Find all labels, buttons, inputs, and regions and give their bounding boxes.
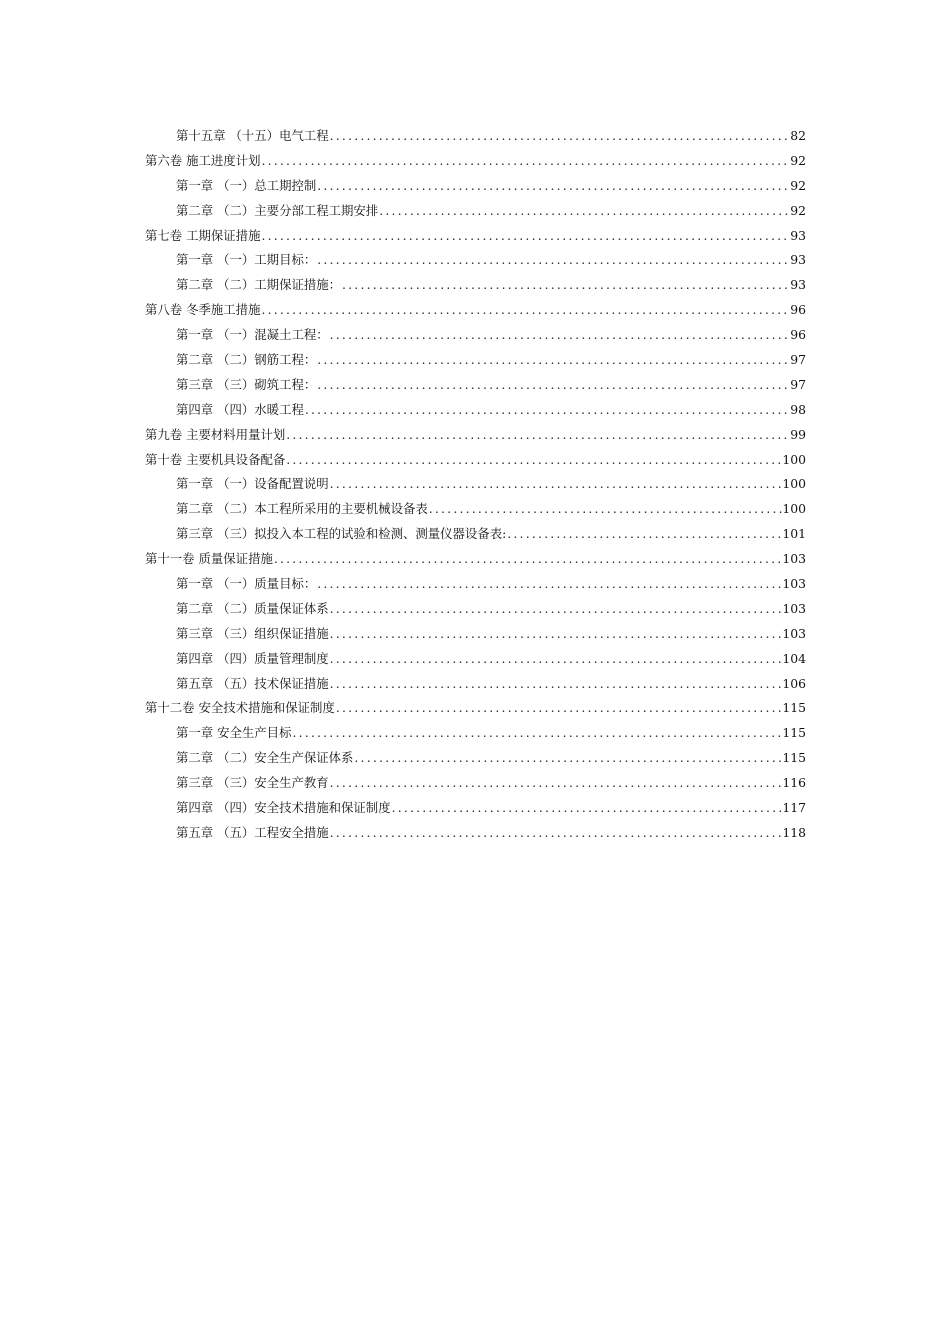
toc-dot-leader xyxy=(285,448,782,473)
toc-volume-entry[interactable] xyxy=(145,547,806,572)
toc-dot-leader xyxy=(329,672,783,697)
toc-chapter-entry[interactable] xyxy=(145,572,806,597)
toc-dot-leader xyxy=(329,771,783,796)
toc-page-number: 103 xyxy=(782,625,806,641)
toc-dot-leader xyxy=(291,721,782,746)
toc-chapter-entry[interactable] xyxy=(145,771,806,796)
toc-page-number: 100 xyxy=(782,501,806,517)
toc-entry-title: 第一章 （一）设备配置说明 xyxy=(176,476,329,492)
toc-page-number: 103 xyxy=(782,600,806,616)
toc-chapter-entry[interactable] xyxy=(145,348,806,373)
toc-dot-leader xyxy=(316,373,790,398)
toc-dot-leader xyxy=(304,398,790,423)
toc-volume-entry[interactable] xyxy=(145,448,806,473)
toc-volume-entry[interactable] xyxy=(145,423,806,448)
toc-chapter-entry[interactable] xyxy=(145,821,806,846)
toc-page-number: 82 xyxy=(790,128,806,143)
toc-entry-title: 第十一卷 质量保证措施 xyxy=(145,551,273,567)
toc-volume-entry[interactable] xyxy=(145,696,806,721)
toc-dot-leader xyxy=(428,497,783,522)
toc-entry-title: 第二章 （二）本工程所采用的主要机械设备表 xyxy=(176,501,428,517)
toc-dot-leader xyxy=(506,522,782,547)
toc-page-number: 98 xyxy=(790,401,806,417)
toc-dot-leader xyxy=(316,572,782,597)
toc-volume-entry[interactable] xyxy=(145,298,806,323)
toc-entry-title: 第三章 （三）砌筑工程： xyxy=(176,376,317,392)
toc-dot-leader xyxy=(378,199,790,224)
toc-dot-leader xyxy=(329,472,783,497)
toc-entry-title: 第四章 （四）质量管理制度 xyxy=(176,650,329,666)
toc-entry-title: 第一章 （一）混凝土工程： xyxy=(176,327,329,343)
toc-entry-title: 第一章 （一）总工期控制 xyxy=(176,177,317,193)
toc-dot-leader xyxy=(341,273,790,298)
toc-entry-title: 第四章 （四）水暖工程 xyxy=(176,401,304,417)
toc-entry-title: 第三章 （三）组织保证措施 xyxy=(176,625,329,641)
toc-entry-title: 第十卷 主要机具设备配备 xyxy=(145,451,286,467)
toc-entry-title: 第一章 安全生产目标 xyxy=(176,725,292,741)
toc-dot-leader xyxy=(329,622,783,647)
toc-chapter-entry[interactable] xyxy=(145,472,806,497)
toc-entry-title: 第四章 （四）安全技术措施和保证制度 xyxy=(176,800,391,816)
toc-dot-leader xyxy=(316,248,790,273)
toc-dot-leader xyxy=(329,597,783,622)
toc-page-number: 118 xyxy=(782,824,806,840)
toc-dot-leader xyxy=(335,696,783,721)
toc-page-number: 92 xyxy=(790,177,806,193)
toc-dot-leader xyxy=(391,796,783,821)
toc-dot-leader xyxy=(316,174,790,199)
toc-chapter-entry[interactable] xyxy=(145,248,806,273)
toc-chapter-entry[interactable] xyxy=(145,323,806,348)
toc-page-number: 97 xyxy=(790,352,806,368)
toc-chapter-entry[interactable] xyxy=(145,398,806,423)
toc-chapter-entry[interactable] xyxy=(145,199,806,224)
toc-page-number: 103 xyxy=(782,551,806,567)
toc-chapter-entry[interactable] xyxy=(145,597,806,622)
toc-entry-title: 第一章 （一）工期目标： xyxy=(176,252,317,268)
toc-dot-leader xyxy=(329,323,791,348)
toc-page-number: 117 xyxy=(782,800,806,816)
toc-volume-entry[interactable] xyxy=(145,224,806,249)
toc-entry-title: 第十二卷 安全技术措施和保证制度 xyxy=(145,700,335,716)
toc-page-number: 103 xyxy=(782,576,806,592)
toc-chapter-entry[interactable] xyxy=(145,174,806,199)
toc-page-number: 101 xyxy=(782,526,806,542)
toc-chapter-entry[interactable] xyxy=(145,124,806,149)
toc-dot-leader xyxy=(329,124,791,149)
toc-chapter-entry[interactable] xyxy=(145,721,806,746)
toc-page-number: 106 xyxy=(782,675,806,691)
toc-dot-leader xyxy=(316,348,790,373)
toc-entry-title: 第六卷 施工进度计划 xyxy=(145,152,261,168)
toc-chapter-entry[interactable] xyxy=(145,373,806,398)
toc-entry-title: 第五章 （五）技术保证措施 xyxy=(176,675,329,691)
toc-entry-title: 第二章 （二）安全生产保证体系 xyxy=(176,750,354,766)
toc-page-number: 97 xyxy=(790,376,806,392)
toc-chapter-entry[interactable] xyxy=(145,746,806,771)
toc-page-number: 100 xyxy=(782,451,806,467)
toc-entry-title: 第十五章 （十五）电气工程 xyxy=(176,128,329,143)
toc-entry-title: 第二章 （二）工期保证措施： xyxy=(176,277,342,293)
toc-page-number: 92 xyxy=(790,202,806,218)
toc-entry-title: 第三章 （三）安全生产教育 xyxy=(176,775,329,791)
toc-dot-leader xyxy=(329,821,783,846)
toc-page-number: 93 xyxy=(790,227,806,243)
toc-page-number: 115 xyxy=(782,700,806,716)
toc-dot-leader xyxy=(273,547,782,572)
toc-entry-title: 第三章 （三）拟投入本工程的试验和检测、测量仪器设备表: xyxy=(176,526,507,542)
toc-chapter-entry[interactable] xyxy=(145,522,806,547)
toc-dot-leader xyxy=(285,423,790,448)
toc-page-number: 100 xyxy=(782,476,806,492)
toc-page-number: 96 xyxy=(790,302,806,318)
toc-dot-leader xyxy=(260,224,790,249)
toc-dot-leader xyxy=(353,746,782,771)
table-of-contents xyxy=(145,124,806,846)
toc-entry-title: 第二章 （二）钢筋工程： xyxy=(176,352,317,368)
toc-dot-leader xyxy=(329,647,783,672)
toc-page-number: 96 xyxy=(790,327,806,343)
toc-page-number: 116 xyxy=(782,775,806,791)
toc-page-number: 92 xyxy=(790,152,806,168)
toc-page-number: 93 xyxy=(790,277,806,293)
toc-chapter-entry[interactable] xyxy=(145,796,806,821)
toc-dot-leader xyxy=(260,149,790,174)
toc-chapter-entry[interactable] xyxy=(145,622,806,647)
toc-entry-title: 第二章 （二）质量保证体系 xyxy=(176,600,329,616)
toc-entry-title: 第五章 （五）工程安全措施 xyxy=(176,824,329,840)
toc-page-number: 99 xyxy=(790,426,806,442)
toc-entry-title: 第九卷 主要材料用量计划 xyxy=(145,426,286,442)
toc-volume-entry[interactable] xyxy=(145,149,806,174)
toc-chapter-entry[interactable] xyxy=(145,273,806,298)
toc-entry-title: 第七卷 工期保证措施 xyxy=(145,227,261,243)
toc-chapter-entry[interactable] xyxy=(145,672,806,697)
toc-page-number: 93 xyxy=(790,252,806,268)
toc-chapter-entry[interactable] xyxy=(145,497,806,522)
toc-chapter-entry[interactable] xyxy=(145,647,806,672)
toc-entry-title: 第二章 （二）主要分部工程工期安排 xyxy=(176,202,379,218)
toc-page-number: 115 xyxy=(782,750,806,766)
toc-entry-title: 第八卷 冬季施工措施 xyxy=(145,302,261,318)
toc-page-number: 115 xyxy=(782,725,806,741)
toc-dot-leader xyxy=(260,298,790,323)
toc-page-number: 104 xyxy=(782,650,806,666)
toc-entry-title: 第一章 （一）质量目标： xyxy=(176,576,317,592)
